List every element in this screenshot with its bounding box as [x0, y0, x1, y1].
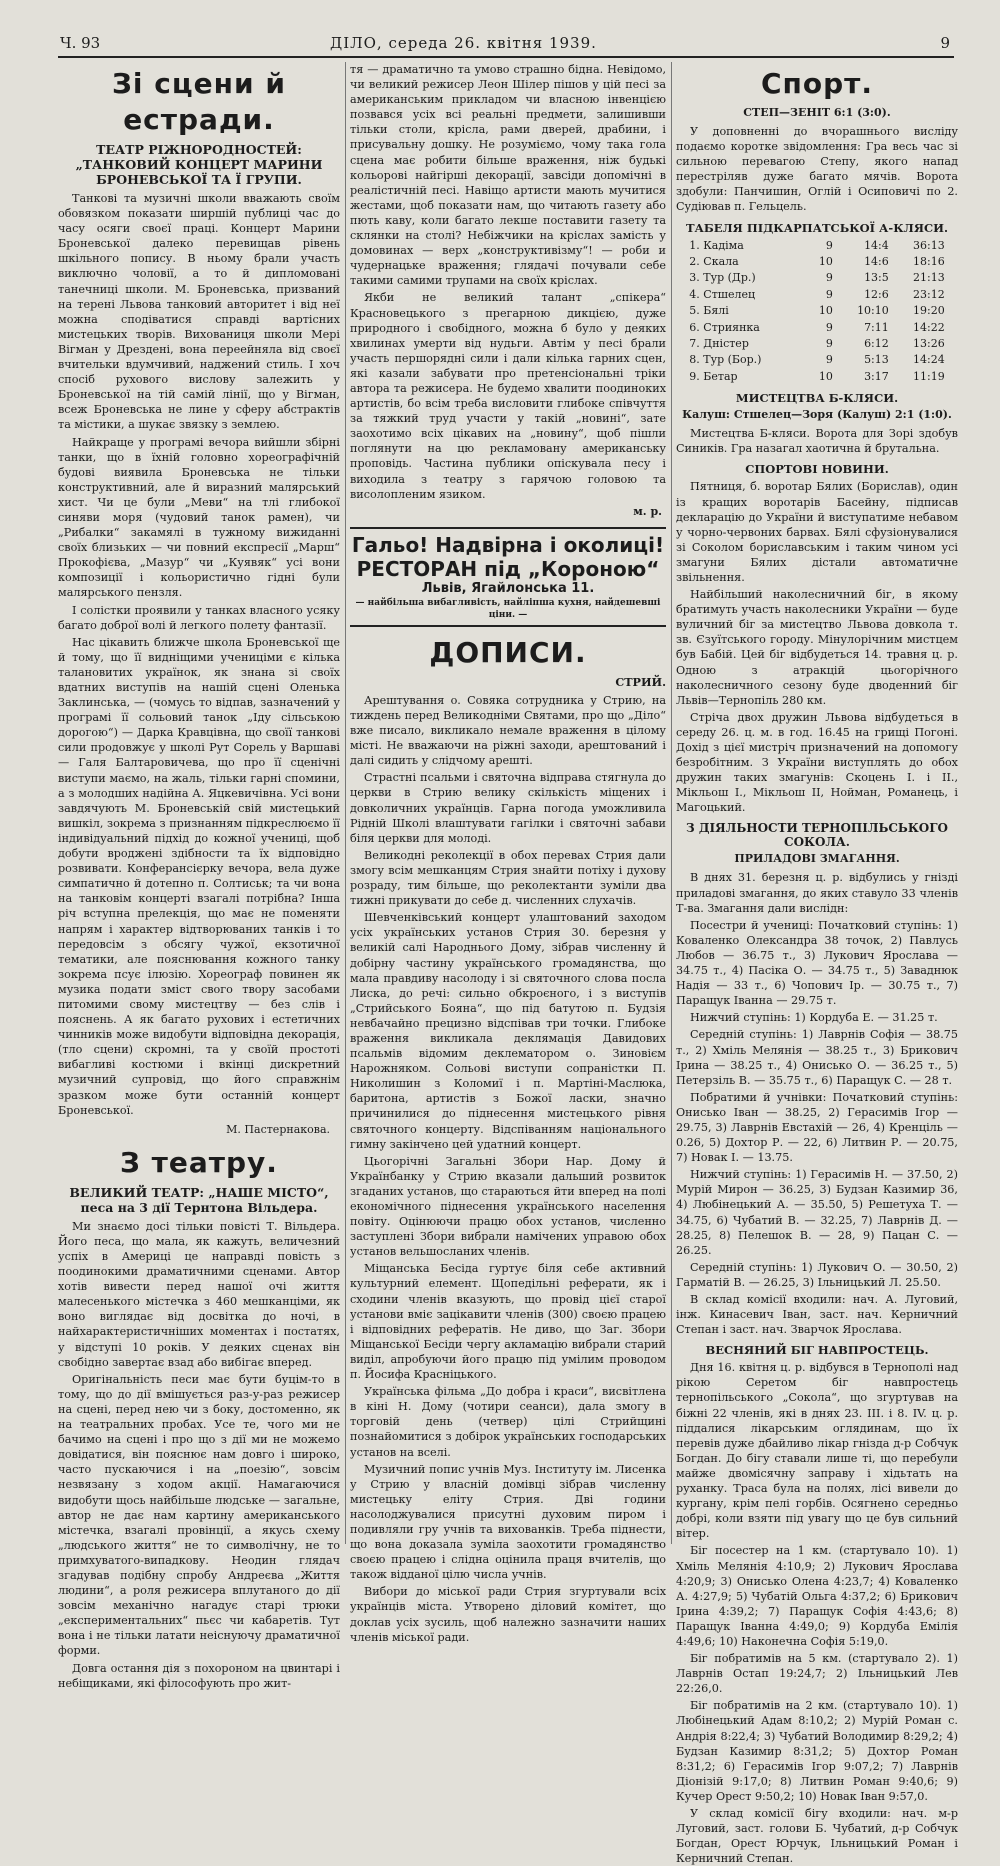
section-title: ДОПИСИ.	[429, 635, 587, 669]
subsection-title: ВЕСНЯНИЙ БІГ НАВПРОСТЕЦЬ.	[705, 1343, 929, 1358]
paragraph: Середній ступінь: 1) Лукович О. — 30.50, 2) Гарматій В. — 26.25, 3) Ільницький Л. 25.50.	[676, 1260, 958, 1289]
points: 13:5	[864, 271, 889, 285]
paragraph: І солістки проявили у танках власного усяку багато доброї волі й легкого полету фантазії.	[58, 603, 340, 632]
paragraph: Танкові та музичні школи вважають своїм обовязком показати ширшій публиці час до часу осяги своєї праці. Концерт Марини Броневської далеко перевищав рівень шкільного попису. В ньому брали участь виключно чоловії, а то й дипломовані танечниці школи. М. Броневська, призваний на терені Львова танковий авторитет і від неї можна сподіватися справді вартісних мистецьких творів. Вихованиця школи Мері Вігман у Дрездені, вона переейняла від своєї вчительки вдумчивий, наджений стиль. І хоч спосіб рухового вислову залежить у Броневської на тій самій лінії, що у Вігман, всеж Броневська не лине у сферу абстрактів та містики, а шукає звязку з землею.	[58, 192, 340, 432]
author-signature: м. р.	[633, 504, 662, 518]
paragraph: тя — драматично та умово страшно бідна. Невідомо, чи великий режисер Леон Шілер пішов у цій песі за американським прикладом чи власною інвенцією позвався усіх всі реальні предмети, залишивши тільки столи, крісла, рами дверей, драбини, і присувальну дошку. Не розуміємо, чому така гола сцена має робити більше враження, ніж будькі кольорові найгірші декорації, завсіди допомічні в реалістичній песі. Навіщо артисти мають мучитися жестами, щоб показати нам, що читають газету або пють каву, коли багато лекше поставити газету та склянки на столі? Небіжчики на кріслах замість у домовинах — верх „конструктивізму“! — роби и чудернацьке враження; глядачі почували себе такими самими трупами на своїх кріслах.	[350, 63, 666, 288]
points: 14:6	[864, 254, 889, 268]
section-title: З театру.	[120, 1145, 278, 1179]
table-row	[687, 303, 946, 319]
paragraph: Нас цікавить ближче школа Броневської ще й тому, що її видніщими учениціми є кілька талановитих українок, як знана зі своїх вдатних виступів на нашій сцені Оленька Заклинська, — (чомусь то відпав, зазначений у програмі її сольовий танок „Іду сільською дорогою“) — Дарка Кравцівна, що своїї танкові сили продовжує у школі Рут Сорель у Варшаві — Галя Балтаровичева, що про її сценічні виступи маємо, на жаль, тільки гарні спомини, а з молодших надійна А. Яцкевичівна. Усі вони завдячують М. Броневській свій мистецький вишкіл, зокрема з признанням підкреслюємо її індивідуальний підхід до кожної учениці, щоб добути вроджені здібности та їх відповідно розвивати. Конферансієрку вечора, вела дуже симпатично й дотепно п. Солтиськ; та чи вона на танковім концерті взагалі потрібна? Інша річ вступна прелекція, що має не поменяти напрям і характер відтворюваних танків і то передовсім з обсягу чужої, екзотичної тематики, але пояснювання кожного танку зокрема псує ілюзію. Хореограф повинен як музика подати зміст свого твору засобами питомими свому мистецтву — без слів і пояснень. А як багато рухових і естетичних чинників може видобути відповідна декорація, (тло сцени) скромні, та у своїй простоті вибагливі костюми і вкінці дискретний музичний супровід, що його справжнім зразком може бути останній концерт Броневської.	[58, 635, 340, 1117]
paragraph: Оригінальність песи має бути буцім-то в тому, що до дії вмішується раз-у-раз режисер на сцені, перед нею чи з боку, достоменно, як на театральних пробах. Усе те, чого ми не бачимо на сцені і про що з дії ми не можемо довідатися, він пояснює нам довго і широко, часто пускаючися і на „поезію“, зовсім незвязану з ходом акції. Намагаючися видобути щось найбільше людське — загальне, автор не дає нам картину американського містечка, взагалі провінції, а якусь схему „людського життя“ не то символічну, не то примхуватого-випадкову. Неодин глядач згадував подібну спробу Андреєва „Життя людини“, а роля режисера вплутаного до дії зовсім механічно нагадує старі трюки „експериментальних“ пьєс чи кабаретів. Тут вона і не тільки латати неіснуючу драматичної форми.	[58, 1372, 340, 1658]
points: 14:4	[864, 238, 889, 252]
points: 5:13	[864, 353, 889, 367]
table-row	[687, 320, 946, 336]
paragraph: У склад комісії бігу входили: нач. м-р Луговий, заст. голови Б. Чубатий, д-р Собчук Богдан, Орест Юрчук, Ільницький Роман і Керничний Степан.	[676, 1807, 958, 1866]
paragraph: Ми знаємо досі тільки повісті Т. Вільдера. Його песа, що мала, як кажуть, величезний успіх в Америці це направді повість з поодинокими драматичними сценами. Автор хотів вивести перед нашої очі життя малесенького містечка з 460 мешканціми, як воно виглядає від досвітка до ночі, в найхарактеристичніших моментах і постатях, у відступі 10 років. У деяких сценах він свобідно завертає взад або вибігає вперед.	[58, 1219, 340, 1369]
paragraph: Нижчий ступінь: 1) Герасимів Н. — 37.50, 2) Мурій Мирон — 36.25, 3) Будзан Казимир 36, 4) Любінецький А. — 35.50, 5) Решетуха Т. — 34.75, 6) Чубатий В. — 32.25, 7) Лаврнів Д. — 28.25, 8) Пелешок В. — 28, 9) Пацан С. — 26.25.	[676, 1168, 958, 1257]
points: 12:6	[864, 287, 889, 301]
paragraph: Страстні псальми і святочна відправа стягнула до церкви в Стрию велику скількість міщених і довколичних українців. Гарна погода уможливила Рідній Школі влаштувати гагілки і святочні забави біля церкви для молоді.	[350, 771, 666, 845]
ad-address: Львів, Ягайлонська 11.	[421, 580, 595, 596]
section-title: Спорт.	[760, 67, 874, 100]
table-row	[687, 238, 946, 254]
masthead-date: ДІЛО, середа 26. квітня 1939.	[330, 34, 597, 52]
team-name: 4. Стшелец	[689, 287, 756, 301]
ad-tagline: — найбільша вибагливість, найліпша кухня, найдешевші ціни. —	[355, 597, 661, 620]
goals: 19:20	[913, 304, 945, 318]
goals: 14:24	[913, 353, 945, 367]
paragraph: Побратими й учнівки: Початковий ступінь: Онисько Іван — 38.25, 2) Герасимів Ігор — 29.75, 3) Лаврнів Евстахій — 26, 4) Кренціль — 0.26, 5) Дохтор Р. — 22, 6) Литвин Р. — 20.75, 7) Новак І. — 13.75.	[676, 1090, 958, 1165]
team-name: 6. Стриянка	[689, 320, 760, 334]
restaurant-advertisement	[350, 527, 666, 627]
goals: 36:13	[913, 238, 945, 252]
paragraph: Найкраще у програмі вечора вийшли збірні танки, що в їхній головно хореографічній будові виявила Броневська не тільки конструктивний, але й виразний малярський хист. Чи це були „Меви“ на тлі глибокої синяви моря (чудовий танок рамен), чи „Рибалки“ закамялі в тужному вижиданні своїх близьких — чи повний експресії „Марш“ Прокофієва, „Мазур“ чи „Куявяк“ усі вони композиції і кольористично гідні були малярського пензля.	[58, 435, 340, 600]
paragraph: Нижчий ступінь: 1) Кордуба Е. — 31.25 т.	[690, 1011, 938, 1025]
author-signature: М. Пастернакова.	[226, 1122, 330, 1136]
games-played: 9	[825, 320, 833, 334]
team-name: 1. Кадіма	[689, 238, 744, 252]
team-name: 9. Бетар	[689, 369, 738, 383]
paragraph: Міщанська Бесіда гуртує біля себе активний культурний елемент. Щопедільні реферати, як і сходини членів вказують, що провід цієї старої установи вміє зацікавити членів (300) своєю працею і відповідних рефератів. Не диво, що Заг. Збори Міщанської Бесіди чергу акламацію вибрали старий виділ, апробуючи його працю під умілим проводом п. Йосифа Красніцького.	[350, 1262, 666, 1382]
games-played: 10	[818, 369, 833, 383]
games-played: 9	[825, 353, 833, 367]
ad-headline: Гальо! Надвірна і околиці!	[351, 532, 665, 557]
paragraph: Стріча двох дружин Львова відбудеться в середу 26. ц. м. в год. 16.45 на грищі Погоні. Дохід з цієї мистріч призначений на допомогу безробітним. З України виступлять до обох дружин таких змагунів: Скоцень І. і ІІ., Мікльош І., Мікльош ІІ, Нойман, Романець, і Магоцький.	[676, 710, 958, 815]
column-3	[676, 62, 958, 1866]
paragraph: Мистецтва Б-кляси. Ворота для Зорі здобув Сиників. Гра назагал хаотична й брутальна.	[676, 427, 958, 456]
subsection-title: СПОРТОВІ НОВИНИ.	[745, 462, 889, 477]
points: 10:10	[857, 304, 889, 318]
paragraph: Біг побратимів на 2 км. (стартувало 10). 1) Любінецький Адам 8:10,2; 2) Мурій Роман с. Андрія 8:22,4; 3) Чубатий Володимир 8:29,2; 4) Будзан Казимир 8:31,2; 5) Дохтор Роман 8:31,2; 6) Герасимів Ігор 9:07,2; 7) Лаврнів Діонізій 9:17,0; 8) Литвин Роман 9:40,6; 9) Кучер Орест 9:50,2; 10) Новак Іван 9:57,0.	[676, 1699, 958, 1803]
games-played: 10	[818, 304, 833, 318]
paragraph: Цьогорічні Загальні Збори Нар. Дому й Українбанку у Стрию вказали дальший розвиток згаданих установ, що стараються йти вперед на полі економічного піднесення українського населення повіту. Оцінюючи працю обох установ, численно заступлені Збори вибрали намічених управою обох установ вельшосланих членів.	[350, 1154, 666, 1259]
paragraph: Шевченківський концерт улаштований заходом усіх українських установ Стрия 30. березня у великій салі Народнього Дому, зібрав численну й добірну частину українського громадянства, що мала правдиву насолоду і зі святочного слова посла Лиска, до речі: сильно обкроєного, і з виступів „Стрийського Бояна“, що під батутою п. Будзія невбачайно прецизно відспівав три точки. Глибоке враження викликала деклямація Давидових псальмів відомим деклематором о. Зиновієм Нарожняком. Сольові виступи сопраністки П. Николишин з Коломиї і п. Мартіні-Маслюка, баритона, артистів з Божої ласки, значно причинилися до піднесення мистецького рівня святочного концерту. Відспіванням національного гимну закінчено цей удатний концерт.	[350, 911, 666, 1151]
column-2	[350, 62, 666, 1644]
paragraph: Якби не великий талант „спікера“ Красновецького з прегарною дикцією, дуже природного і свобідного, можна б було у деяких хвилинах умерти від нудьги. Автім у песі брали участь першорядні сили і дали кілька гарних сцен, які казали забувати про претенсіональні тріки автора та режисера. Не будемо хвалити поодиноких артистів, бо всім треба висловити глибоке співчуття за тяжкий труд участи у такій „новині“, зате заохотимо всіх цікавих на „новину“, щоб пішли поглянути на цю рекламовану американську проповідь. Частина публики опіскувала песу і виходила з театру з гарячою головою та висолопленим язиком.	[350, 291, 666, 501]
team-name: 3. Тур (Др.)	[689, 271, 756, 285]
article-headline: ВЕЛИКИЙ ТЕАТР: „НАШЕ МІСТО“, песа на 3 дії Тернтона Вільдера.	[69, 1184, 329, 1215]
points: 3:17	[864, 369, 889, 383]
points: 7:11	[864, 320, 889, 334]
goals: 21:13	[913, 271, 945, 285]
goals: 18:16	[913, 254, 945, 268]
team-name: 7. Дністер	[689, 337, 749, 350]
games-played: 9	[825, 238, 833, 252]
column-divider	[671, 62, 672, 1544]
column-divider	[345, 62, 346, 1544]
match-result: Калуш: Стшелец—Зоря (Калуш) 2:1 (1:0).	[682, 408, 952, 422]
page-number: 9	[940, 34, 950, 52]
paragraph: Великодні реколекції в обох перевах Стрия дали змогу всім мешканцям Стрия знайти потіху і духову розраду, тим більше, що реколектанти зуміли два тижні прикувати до себе д. численних слухачів.	[350, 848, 666, 908]
section-title: Зі сцени й естради.	[112, 67, 286, 136]
subsection-title: МИСТЕЦТВА Б-КЛЯСИ.	[735, 391, 899, 406]
games-played: 9	[825, 287, 833, 301]
team-name: 5. Бялі	[689, 304, 729, 318]
paragraph: Пятниця, б. воротар Бялих (Борислав), один із кращих воротарів Басейну, підписав декларацію до України й виступатиме небавом у чорно-червоних барвах. Бялі сфузіонувалися зі Соколом бориславським і таким чином усі змагуни Бялих дістали автоматичне звільнення.	[676, 480, 958, 584]
paragraph: В склад комісії входили: нач. А. Луговий, інж. Кинасевич Іван, заст. нач. Керничний Степан і заст. нач. Зварчок Ярослава.	[676, 1293, 958, 1337]
table-row	[687, 336, 946, 352]
team-name: 2. Скала	[689, 254, 739, 268]
header-rule	[58, 56, 954, 58]
paragraph: В днях 31. березня ц. р. відбулись у гнізді приладові змагання, до яких ставуло 33 членів Т-ва. Змагання дали вислідн:	[676, 871, 958, 915]
paragraph: Музичний попис учнів Муз. Інституту ім. Лисенка у Стрию у власній домівці зібрав численну мистецьку еліту Стрия. Дві години насолоджувалися присутні духовим пиром і подивляли гру учнів та вихованків. Треба піднести, що вона доказала зуміла заохотити громадянство своєю працею і слідна оцінила праця вчителів, що також відданої цілю числа учнів.	[350, 1462, 666, 1582]
paragraph: Біг посестер на 1 км. (стартувало 10). 1) Хміль Мелянія 4:10,9; 2) Лукович Ярослава 4:20,9; 3) Онисько Олена 4:23,7; 4) Коваленко А. 4:27,9; 5) Чубатій Ольга 4:37,2; 6) Брикович Ірина 4:39,2; 7) Паращук Софія 4:43,6; 8) Паращук Іванна 4:49,0; 9) Кордуба Емілія 4:49,6; 10) Наконечна Софія 5:19,0.	[676, 1544, 958, 1648]
games-played: 10	[818, 254, 833, 268]
games-played: 9	[825, 337, 833, 350]
table-title: ТАБЕЛЯ ПІДКАРПАТСЬКОЇ А-КЛЯСИ.	[686, 220, 948, 235]
paragraph: Середній ступінь: 1) Лаврнів Софія — 38.75 т., 2) Хміль Мелянія — 38.25 т., 3) Брикович Ірина — 38.25 т., 4) Онисько О. — 36.25 т., 5) Петерзіль В. — 35.75 т., 6) Паращук С. — 28 т.	[676, 1028, 958, 1087]
ad-restaurant-name: РЕСТОРАН під „Короною“	[356, 556, 660, 581]
subsection-title: З ДІЯЛЬНОСТИ ТЕРНОПІЛЬСЬКОГО СОКОЛА.	[686, 821, 948, 850]
table-row	[687, 352, 946, 368]
paragraph: Арештування о. Совяка сотрудника у Стрию, на тиждень перед Великодніми Святами, про що „Діло“ вже писало, викликало немале враження в цілому місті. Не вважаючи на ріжні заходи, арештований і далі сидить у слідчому арешті.	[350, 693, 666, 768]
goals: 14:22	[913, 320, 945, 334]
paragraph: Найбільший наколесничний біг, в якому братимуть участь наколесники України — буде вуличний біг за мистецтво Львова довкола т. зв. Єзуїтського городу. Мінулорічним мистцем був Бабій. Цей біг відбудеться 14. травня ц. р. Одною з атракцій цьогорічного наколесничного сезону буде дводенний біг Львів—Тернопіль 280 км.	[676, 588, 958, 707]
table-row	[687, 254, 946, 270]
table-row	[687, 270, 946, 286]
table-row	[687, 369, 946, 385]
team-name: 8. Тур (Бор.)	[689, 353, 762, 367]
paragraph: Вибори до міської ради Стрия згуртували всіх українців міста. Утворено діловий комітет, що доклав усіх зусиль, щоб належно зазначити наших членів міської ради.	[350, 1585, 666, 1644]
table-row	[687, 287, 946, 303]
paragraph: Українська фільма „До добра і краси“, висвітлена в кіні Н. Дому (чотири сеанси), дала змогу в торговій день (четвер) цілі Стрийщині познайомитися з добірок українських господарських установ на вселі.	[350, 1385, 666, 1459]
paragraph: Дня 16. квітня ц. р. відбувся в Тернополі над рікою Серетом біг навпростець тернопільського „Сокола“, що згуртував на біжні 22 членів, які в днях 23. III. і 8. IV. ц. р. піддалися лікарським оглядинам, що їх перевів дуже дбайливо лікар гнізда д-р Собчук Богдан. До бігу ставали лише ті, що перебули майже двомісячну заправу і хідьтать на руханку. Траса була на полях, лісі вивели до кургану, крім пелі горбів. Осягнено середньо добрі, коли взяти під увагу що це був сильний вітер.	[676, 1361, 958, 1541]
goals: 11:19	[913, 369, 945, 383]
page-header	[60, 28, 950, 58]
goals: 13:26	[913, 337, 945, 350]
points: 6:12	[864, 337, 889, 350]
paragraph: У доповненні до вчорашнього висліду подаємо коротке звідомлення: Гра весь час зі сильною перевагою Степу, якого напад перестріляв дуже багато мячів. Ворота здобули: Панчишин, Оглій і Осиповичі по 2. Судіював п. Гельцель.	[676, 125, 958, 214]
match-result: СТЕП—ЗЕНІТ 6:1 (3:0).	[743, 106, 891, 119]
dateline: СТРИЙ.	[615, 674, 666, 689]
paragraph: Посестри й учениці: Початковий ступінь: 1) Коваленко Олександра 38 точок, 2) Павлусь Любов — 36.75 т., 3) Лукович Ярослава — 34.75 т., 4) Пасіка О. — 34.75 т., 5) Заваднюк Надія — 33 т., 6) Чопович Ір. — 30.75 т., 7) Паращук Іванна — 29.75 т.	[676, 918, 958, 1008]
paragraph: Довга остання дія з похороном на цвинтарі і небіщиками, які філософують про жит-	[58, 1661, 340, 1690]
article-headline: ТЕАТР РІЖНОРОДНОСТЕЙ: „ТАНКОВИЙ КОНЦЕРТ МАРИНИ БРОНЕВСЬКОЇ ТА Ї ГРУПИ.	[75, 142, 323, 187]
issue-number: Ч. 93	[60, 34, 101, 52]
games-played: 9	[825, 271, 833, 285]
subsection-subtitle: ПРИЛАДОВІ ЗМАГАННЯ.	[734, 852, 900, 866]
goals: 23:12	[913, 287, 945, 301]
paragraph: Біг побратимів на 5 км. (стартувало 2). 1) Лаврнів Остап 19:24,7; 2) Ільницький Лев 22:26,0.	[676, 1652, 958, 1696]
league-table	[687, 238, 946, 386]
column-1	[58, 62, 340, 1690]
